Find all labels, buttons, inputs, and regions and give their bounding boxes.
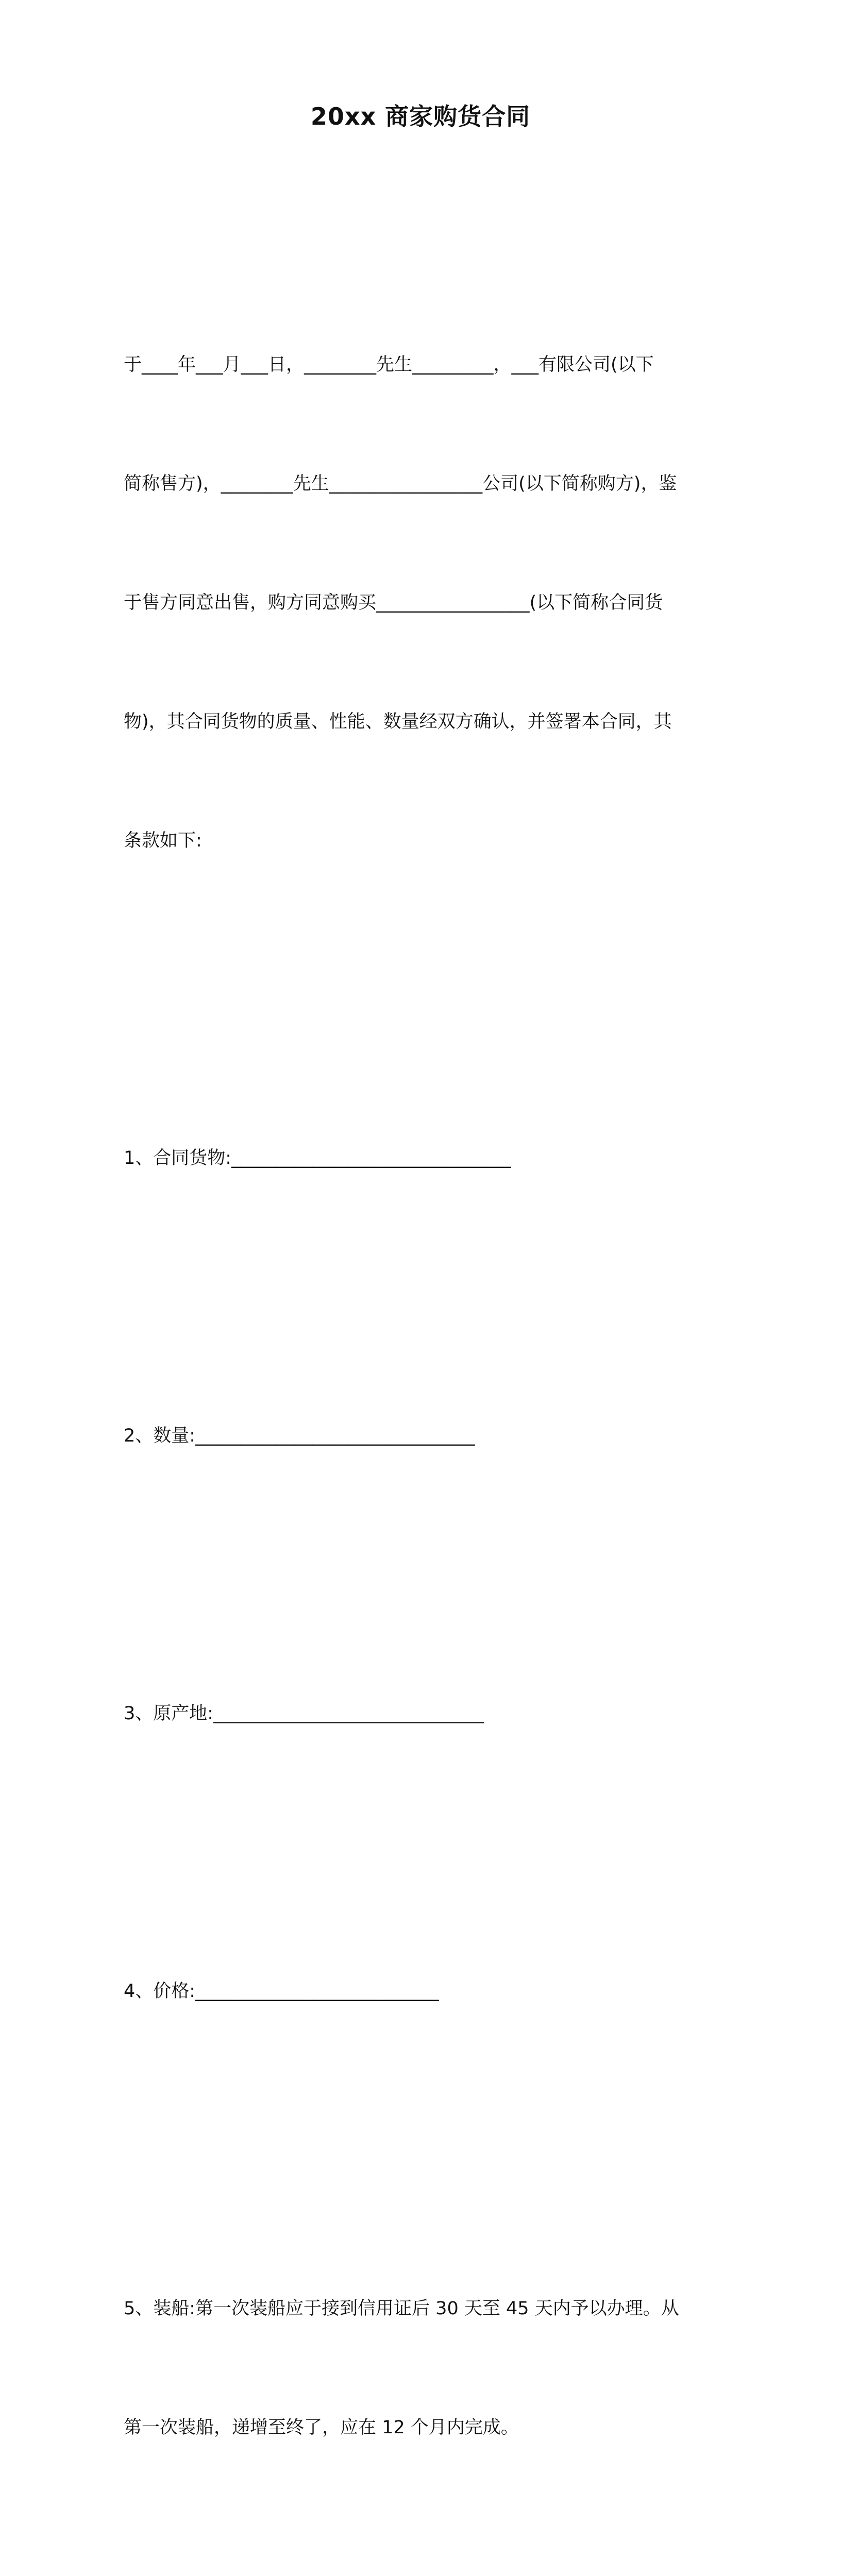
clause-goods-text: 1、合同货物:_______________________________ <box>124 1148 511 1168</box>
clause-price-text: 4、价格:___________________________ <box>124 1981 439 2002</box>
clause-shipment <box>124 2210 716 2527</box>
clause-price <box>124 1892 716 2091</box>
clause-quantity <box>124 1337 716 1535</box>
clause-goods <box>124 1059 716 1258</box>
intro-line: 物)，其合同货物的质量、性能、数量经双方确认，并签署本合同，其 <box>124 711 672 732</box>
clause-shipment-line: 5、装船:第一次装船应于接到信用证后 30 天至 45 天内予以办理。从 <box>124 2298 679 2319</box>
intro-line: 于____年___月___日，________先生_________，___有限公司(以下 <box>124 354 654 375</box>
document-title: 20xx 商家购货合同 <box>310 103 531 130</box>
clause-shipment-line: 第一次装船，递增至终了，应在 12 个月内完成。 <box>124 2417 519 2438</box>
clause-origin-text: 3、原产地:______________________________ <box>124 1703 484 1724</box>
intro-line: 条款如下: <box>124 831 202 851</box>
intro-paragraph <box>124 266 716 940</box>
document-body <box>124 187 716 2576</box>
clause-origin <box>124 1615 716 1813</box>
intro-line: 于售方同意出售，购方同意购买_________________(以下简称合同货 <box>124 592 663 613</box>
clause-quantity-text: 2、数量:_______________________________ <box>124 1426 475 1446</box>
intro-line: 简称售方)，________先生_________________公司(以下简称购方)，鉴 <box>124 473 677 494</box>
